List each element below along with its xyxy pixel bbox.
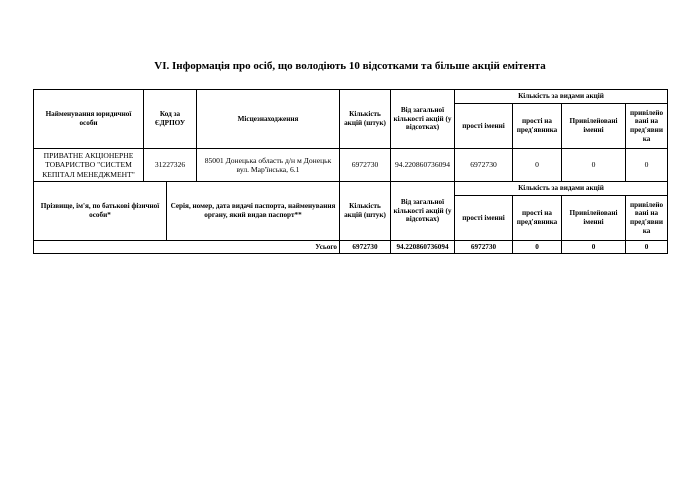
header-by-share-type: Кількість за видами акцій — [455, 90, 668, 104]
total-simple-named: 6972730 — [455, 241, 513, 254]
header-preferred-named: Привілейовані іменні — [562, 104, 626, 149]
legal-entity-pct: 94.220860736094 — [391, 149, 455, 182]
legal-entity-pref-bearer: 0 — [626, 149, 668, 182]
total-pref-named: 0 — [562, 241, 626, 254]
page-title: VI. Інформація про осіб, що володіють 10 відсотками та більше акцій емітента — [154, 60, 546, 72]
header-passport: Серія, номер, дата видачі паспорта, найменування органу, який видав паспорт** — [167, 182, 340, 241]
header-preferred-bearer: привілейо вані на пред'явни ка — [626, 104, 668, 149]
header-person-preferred-named: Привілейовані іменні — [562, 196, 626, 241]
header-person-share-quantity: Кількість акцій (штук) — [340, 182, 391, 241]
header-legal-name: Найменування юридичної особи — [34, 90, 144, 149]
total-pct: 94.220860736094 — [391, 241, 455, 254]
legal-entity-qty: 6972730 — [340, 149, 391, 182]
header-share-percent: Від загальної кількості акцій (у відсотках) — [391, 90, 455, 149]
header-location: Місцезнаходження — [197, 90, 340, 149]
header-edrpou-code: Код за ЄДРПОУ — [144, 90, 197, 149]
legal-entity-name: ПРИВАТНЕ АКЦІОНЕРНЕ ТОВАРИСТВО "СИСТЕМ КЕПІТАЛ МЕНЕДЖМЕНТ" — [34, 149, 144, 182]
header-person-simple-bearer: прості на пред'явника — [513, 196, 562, 241]
legal-entity-simple-bearer: 0 — [513, 149, 562, 182]
total-row — [34, 241, 668, 254]
header-person-name: Прізвище, ім'я, по батькові фізичної особи* — [34, 182, 167, 241]
legal-entity-code: 31227326 — [144, 149, 197, 182]
total-qty: 6972730 — [340, 241, 391, 254]
header-simple-named: прості іменні — [455, 104, 513, 149]
header-person-simple-named: прості іменні — [455, 196, 513, 241]
header-person-share-percent: Від загальної кількості акцій (у відсотках) — [391, 182, 455, 241]
header-person-by-share-type: Кількість за видами акцій — [455, 182, 668, 196]
total-pref-bearer: 0 — [626, 241, 668, 254]
table-row — [34, 149, 668, 182]
legal-entity-pref-named: 0 — [562, 149, 626, 182]
header-person-preferred-bearer: привілейо вані на пред'явни ка — [626, 196, 668, 241]
total-simple-bearer: 0 — [513, 241, 562, 254]
legal-entity-simple-named: 6972730 — [455, 149, 513, 182]
total-label: Усього — [34, 241, 340, 254]
header-simple-bearer: прості на пред'явника — [513, 104, 562, 149]
legal-entity-location: 85001 Донецька область д/н м Донецьк вул. Мар'їнська, 6.1 — [197, 149, 340, 182]
header-share-quantity: Кількість акцій (штук) — [340, 90, 391, 149]
shareholders-table — [33, 89, 668, 254]
